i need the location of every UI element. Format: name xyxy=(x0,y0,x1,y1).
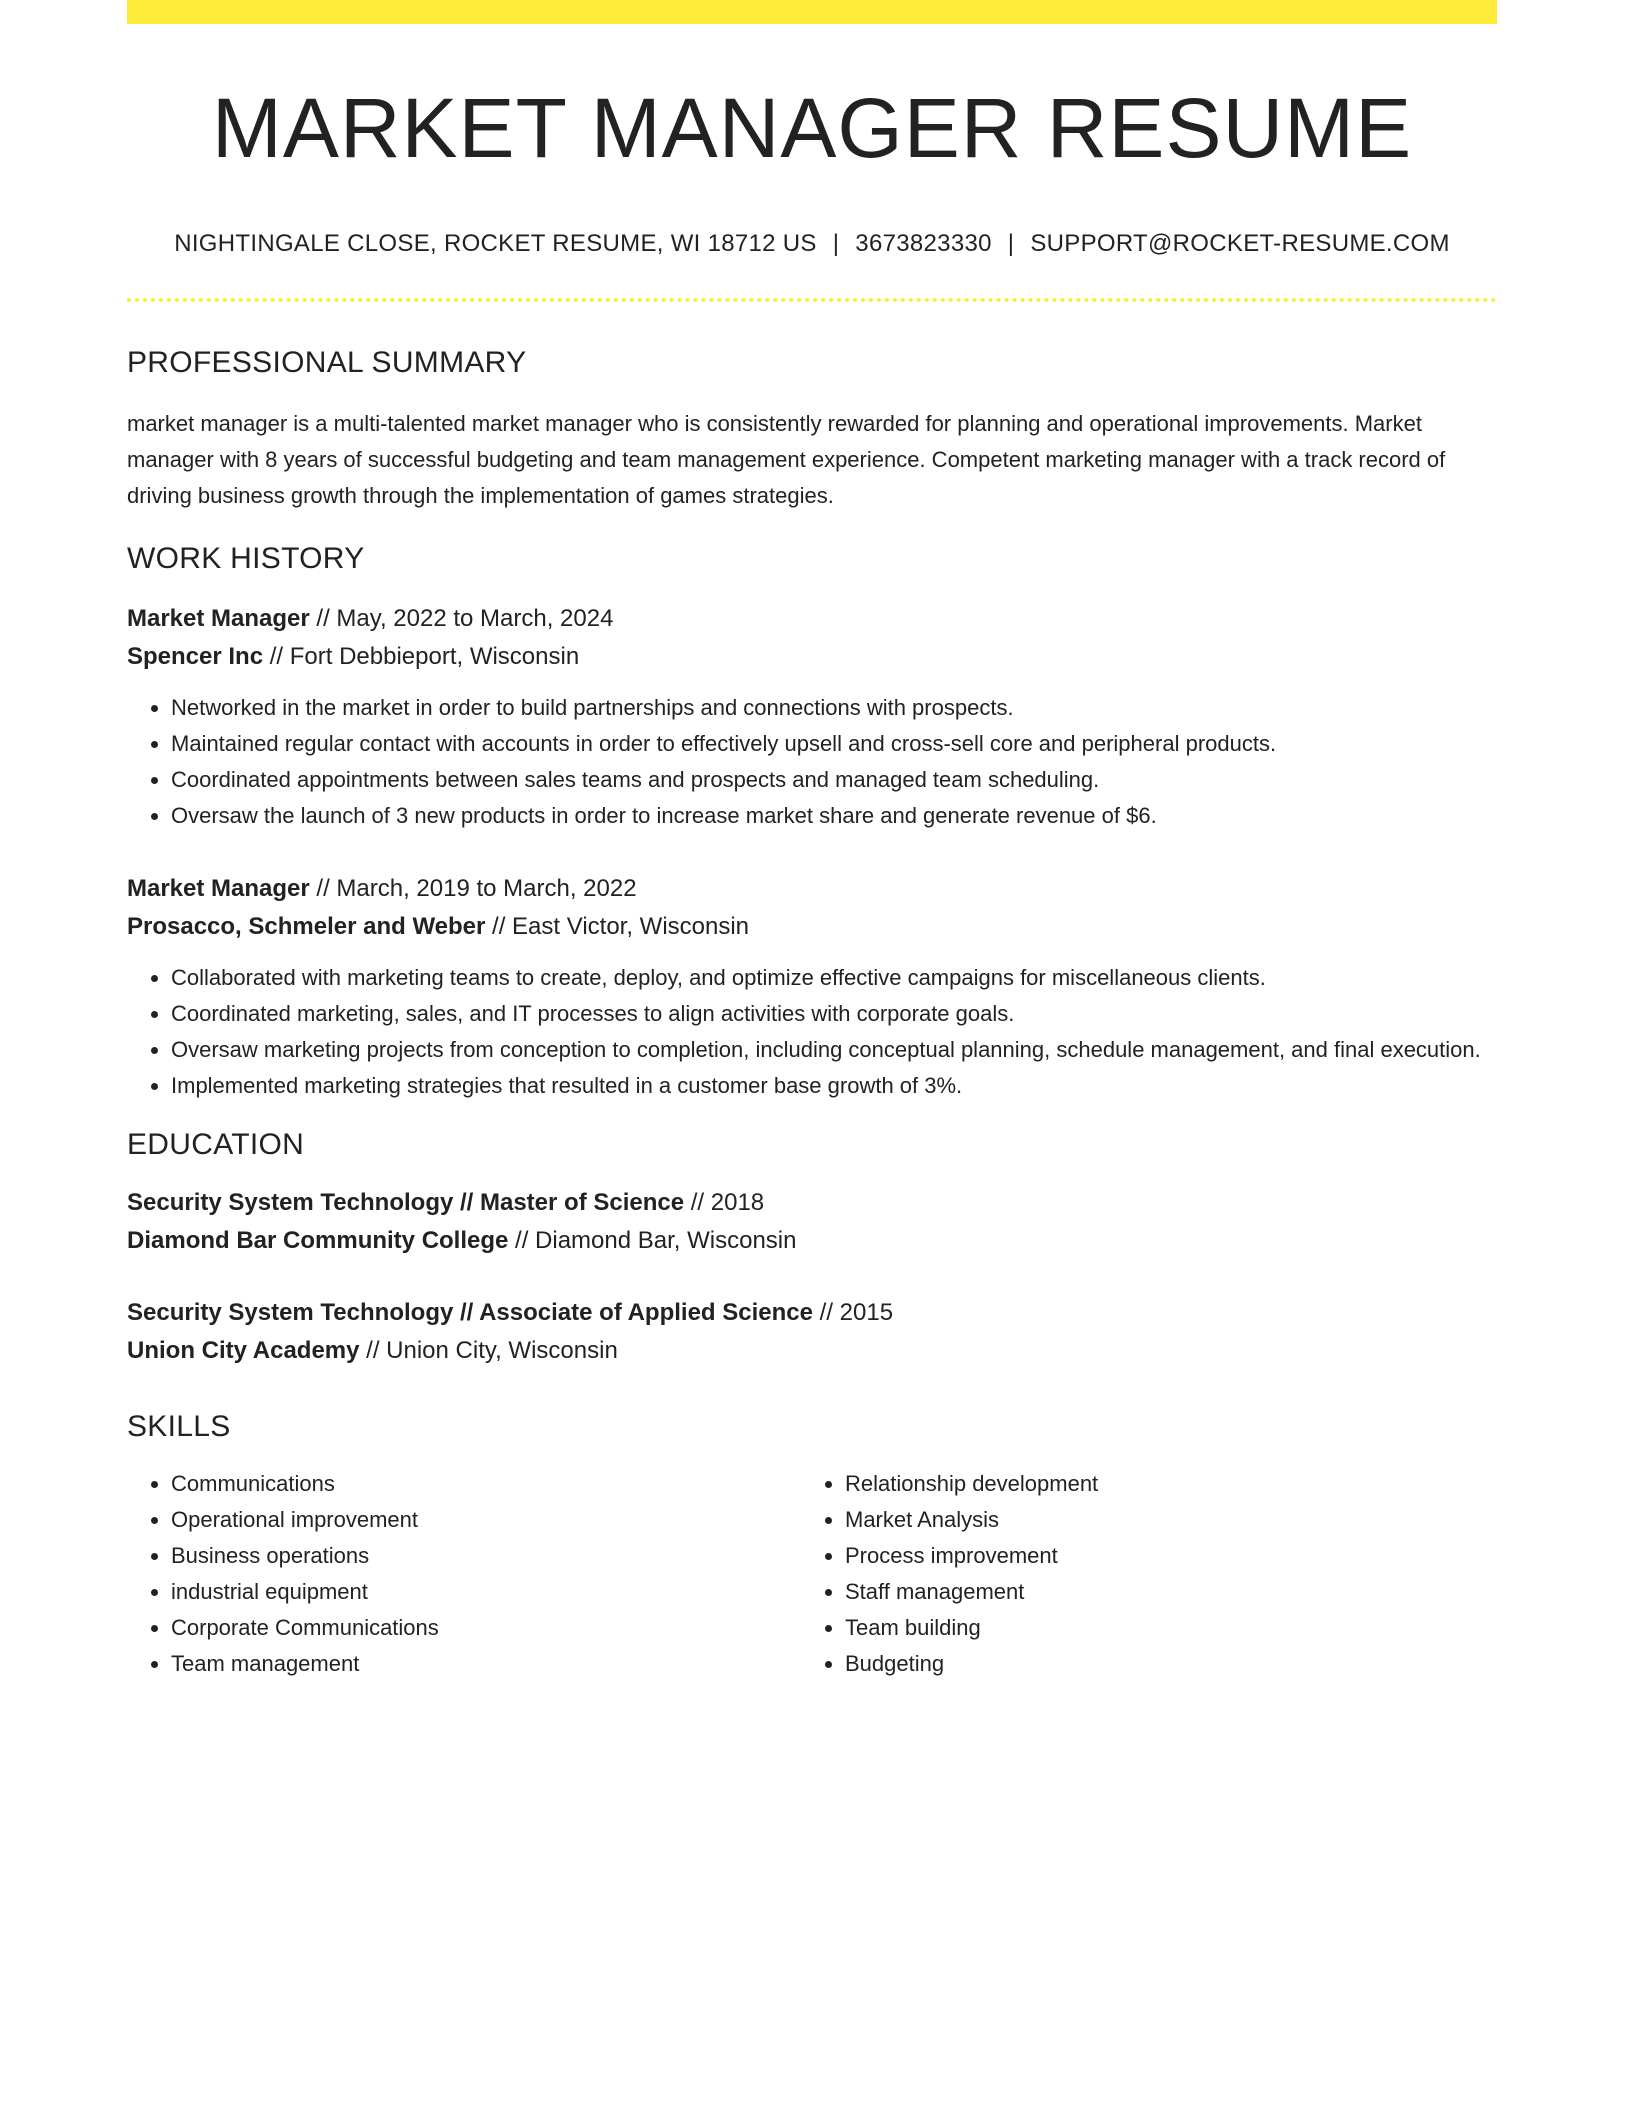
education-degree-line xyxy=(127,1184,1497,1222)
job-bullet: • Collaborated with marketing teams to create, deploy, and optimize effective campaigns for miscellaneous clients. xyxy=(171,960,1497,996)
dotted-divider xyxy=(127,298,1497,302)
education-entry xyxy=(127,1184,1497,1260)
job-company-line xyxy=(127,908,1497,946)
education-entry xyxy=(127,1294,1497,1370)
job-bullet: • Networked in the market in order to build partnerships and connections with prospects. xyxy=(171,690,1497,726)
job-title: Market Manager xyxy=(127,605,310,633)
job-location: // Fort Debbieport, Wisconsin xyxy=(263,643,580,671)
skill-item: • Communications xyxy=(171,1466,801,1502)
accent-bar xyxy=(127,0,1497,24)
job-entry xyxy=(127,600,1497,834)
skills-list-right xyxy=(801,1466,1475,1682)
skill-item: • Budgeting xyxy=(845,1646,1475,1682)
education-location: // Union City, Wisconsin xyxy=(359,1337,618,1365)
education-school: Diamond Bar Community College xyxy=(127,1227,509,1255)
skill-item: • Operational improvement xyxy=(171,1502,801,1538)
contact-phone: 3673823330 xyxy=(855,230,992,258)
skill-item: • Relationship development xyxy=(845,1466,1475,1502)
education-heading: EDUCATION xyxy=(127,1128,305,1162)
job-bullet: • Oversaw marketing projects from conception to completion, including conceptual planning, schedule management, and final execution. xyxy=(171,1032,1497,1068)
job-company: Prosacco, Schmeler and Weber xyxy=(127,913,486,941)
education-degree: Security System Technology // Associate of Applied Science xyxy=(127,1299,813,1327)
summary-heading: PROFESSIONAL SUMMARY xyxy=(127,346,527,380)
contact-email: SUPPORT@ROCKET-RESUME.COM xyxy=(1030,230,1450,258)
resume-title: MARKET MANAGER RESUME xyxy=(211,81,1413,175)
contact-line xyxy=(127,230,1497,258)
job-title: Market Manager xyxy=(127,875,310,903)
job-bullet: • Implemented marketing strategies that resulted in a customer base growth of 3%. xyxy=(171,1068,1497,1104)
education-school: Union City Academy xyxy=(127,1337,360,1365)
education-year: // 2018 xyxy=(684,1189,765,1217)
skills-columns xyxy=(127,1466,1497,1682)
job-bullet: • Maintained regular contact with accounts in order to effectively upsell and cross-sell core and peripheral products. xyxy=(171,726,1497,762)
contact-address: NIGHTINGALE CLOSE, ROCKET RESUME, WI 18712 US xyxy=(174,230,817,258)
contact-separator: | xyxy=(1007,230,1015,258)
skill-item: • Corporate Communications xyxy=(171,1610,801,1646)
skill-item: • Market Analysis xyxy=(845,1502,1475,1538)
skill-item: • Process improvement xyxy=(845,1538,1475,1574)
education-school-line xyxy=(127,1332,1497,1370)
education-location: // Diamond Bar, Wisconsin xyxy=(508,1227,797,1255)
contact-separator: | xyxy=(832,230,840,258)
skill-item: • Team building xyxy=(845,1610,1475,1646)
skills-heading: SKILLS xyxy=(127,1410,231,1444)
job-bullets xyxy=(127,690,1497,834)
education-year: // 2015 xyxy=(812,1299,894,1327)
job-location: // East Victor, Wisconsin xyxy=(485,913,750,941)
job-entry xyxy=(127,870,1497,1104)
resume-page xyxy=(127,0,1497,1682)
skill-item: • Staff management xyxy=(845,1574,1475,1610)
job-bullet: • Coordinated appointments between sales teams and prospects and managed team scheduling. xyxy=(171,762,1497,798)
job-title-line xyxy=(127,600,1497,638)
skill-item: • Business operations xyxy=(171,1538,801,1574)
education-degree: Security System Technology // Master of Science xyxy=(127,1189,685,1217)
education-school-line xyxy=(127,1222,1497,1260)
education-degree-line xyxy=(127,1294,1497,1332)
skills-list-left xyxy=(127,1466,801,1682)
job-bullet: • Oversaw the launch of 3 new products in order to increase market share and generate revenue of $6. xyxy=(171,798,1497,834)
job-bullets xyxy=(127,960,1497,1104)
job-dates: // March, 2019 to March, 2022 xyxy=(309,875,637,903)
summary-text: market manager is a multi-talented market manager who is consistently rewarded for planning and operational improvements. Market manager with 8 years of successful budgeting and team management experience. Competent marketing manager with a track record of driving business growth through the implementation of games strategies. xyxy=(127,411,1446,509)
job-dates: // May, 2022 to March, 2024 xyxy=(309,605,614,633)
job-company: Spencer Inc xyxy=(127,643,264,671)
skill-item: • Team management xyxy=(171,1646,801,1682)
skill-item: • industrial equipment xyxy=(171,1574,801,1610)
work-history-heading: WORK HISTORY xyxy=(127,542,365,576)
job-title-line xyxy=(127,870,1497,908)
job-company-line xyxy=(127,638,1497,676)
job-bullet: • Coordinated marketing, sales, and IT processes to align activities with corporate goals. xyxy=(171,996,1497,1032)
